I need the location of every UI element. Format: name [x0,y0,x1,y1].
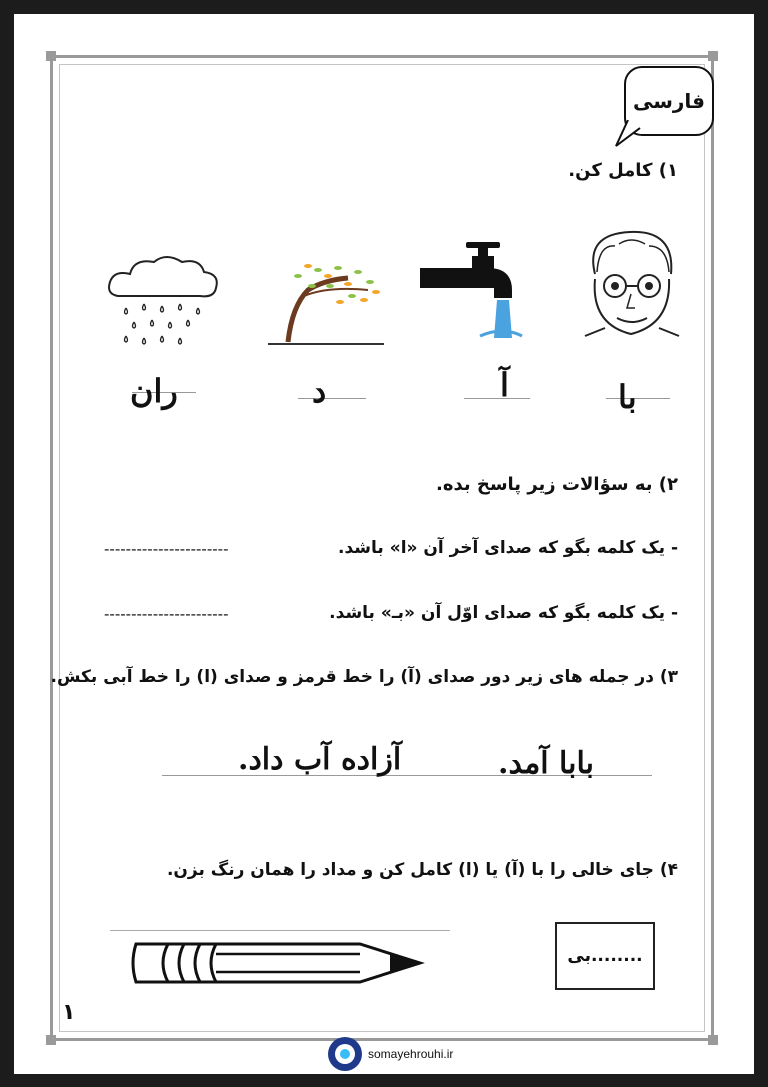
windy-tree-icon [268,256,384,348]
face-icon [575,224,687,342]
footer [328,1037,453,1071]
sentence-1: بابا آمد. [498,746,595,781]
sentence-2: آزاده آب داد. [238,742,402,777]
pencil-icon [128,940,426,986]
faucet-icon [418,240,526,340]
question-1-title: ۱) کامل کن. [568,160,678,181]
rain-cloud-icon [104,254,222,350]
bubble-tail-icon [614,120,644,150]
word-fragment-1: با [618,378,637,416]
answer-line-2 [464,398,530,399]
question-2-line-1: - یک کلمه بگو که صدای آخر آن «ا» باشد. [338,538,678,558]
pencil-guide-line [110,930,450,931]
answer-blank-2: ----------------------- [104,605,229,623]
question-4-title: ۴) جای خالی را با (آ) یا (ا) کامل کن و مداد را همان رنگ بزن. [166,860,678,880]
answer-blank-1: ----------------------- [104,540,229,558]
subject-label: فارسی [632,89,706,113]
question-2-line-2: - یک کلمه بگو که صدای اوّل آن «بـ» باشد. [329,603,678,623]
page-number: ۱ [62,1000,76,1025]
fill-in-box-text: ........بی [567,946,643,966]
answer-line-1 [606,398,670,399]
answer-line-3 [298,398,366,399]
word-fragment-4: ران [130,372,178,410]
word-fragment-2: آ [500,366,509,404]
fill-in-box [555,922,655,990]
question-3-title: ۳) در جمله های زیر دور صدای (آ) را خط قرمز و صدای (ا) را خط آبی بکش. [50,667,678,687]
question-2-title: ۲) به سؤالات زیر پاسخ بده. [435,474,678,495]
word-fragment-3: د [312,372,327,410]
footer-url[interactable]: somayehrouhi.ir [368,1047,454,1061]
site-logo-icon [328,1037,362,1071]
